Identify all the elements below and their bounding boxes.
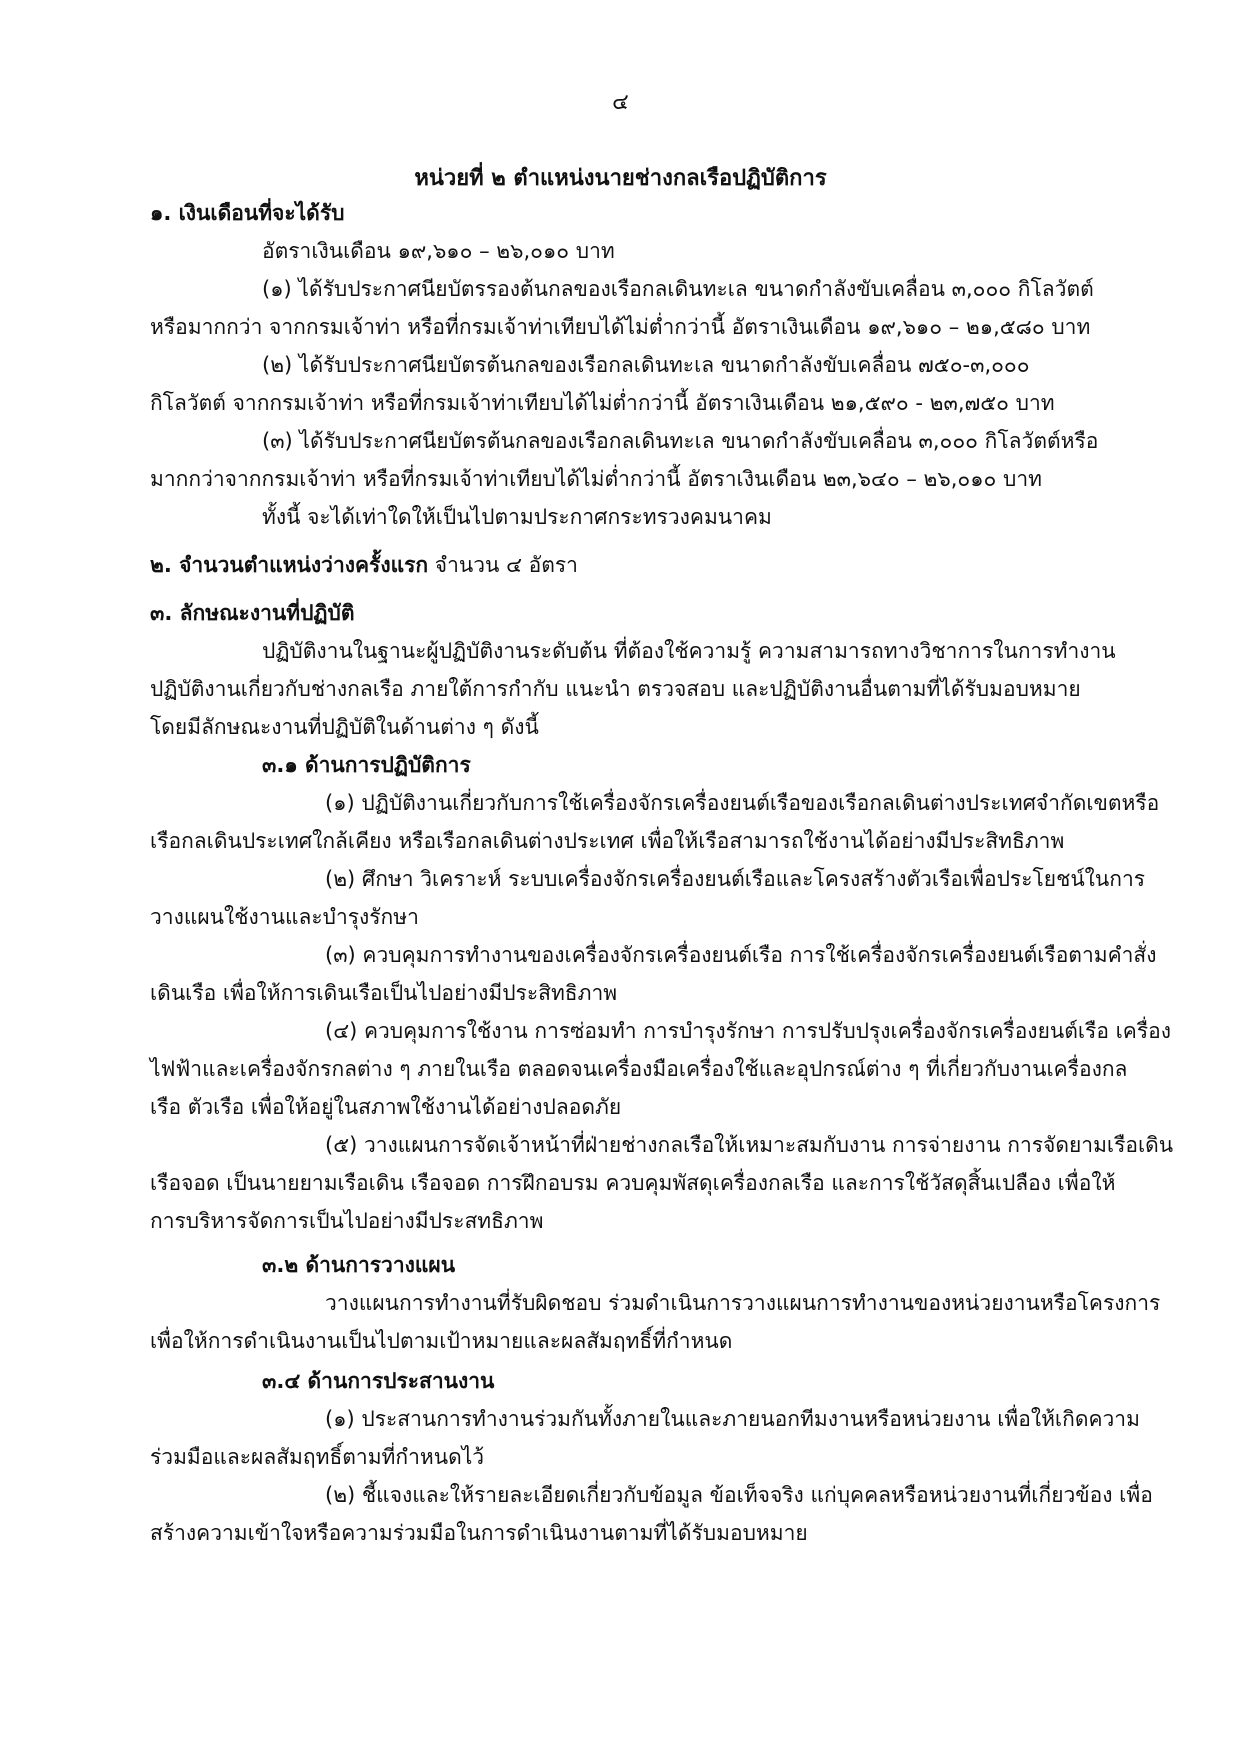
coordination-item-1-line-1: (๑) ประสานการทำงานร่วมกันทั้งภายในและภายนอกทีมงานหรือหน่วยงาน เพื่อให้เกิดความ <box>325 1407 1140 1431</box>
ops-item-4-line-1: (๔) ควบคุมการใช้งาน การซ่อมทำ การบำรุงรักษา การปรับปรุงเครื่องจักรเครื่องยนต์เรือ เครื่อง <box>325 1019 1171 1043</box>
section-3-heading: ๓. ลักษณะงานที่ปฏิบัติ <box>150 601 355 625</box>
ops-item-5-line-1: (๕) วางแผนการจัดเจ้าหน้าที่ฝ่ายช่างกลเรือให้เหมาะสมกับงาน การจ่ายงาน การจัดยามเรือเดิน <box>325 1133 1174 1157</box>
section-3-intro-line-3: โดยมีลักษณะงานที่ปฏิบัติในด้านต่าง ๆ ดังนี้ <box>150 715 539 739</box>
salary-item-2-line-1: (๒) ได้รับประกาศนียบัตรต้นกลของเรือกลเดินทะเล ขนาดกำลังขับเคลื่อน ๗๕๐-๓,๐๐๐ <box>262 353 1030 377</box>
ops-item-4-line-3: เรือ ตัวเรือ เพื่อให้อยู่ในสภาพใช้งานได้อย่างปลอดภัย <box>150 1095 622 1119</box>
ops-item-2-line-2: วางแผนใช้งานและบำรุงรักษา <box>150 905 419 929</box>
section-3-intro-line-1: ปฏิบัติงานในฐานะผู้ปฏิบัติงานระดับต้น ที่ต้องใช้ความรู้ ความสามารถทางวิชาการในการทำงาน <box>262 639 1116 663</box>
planning-line-2: เพื่อให้การดำเนินงานเป็นไปตามเป้าหมายและผลสัมฤทธิ์ที่กำหนด <box>150 1329 733 1353</box>
vacancy-count: จำนวน ๔ อัตรา <box>434 553 578 577</box>
ops-item-4-line-2: ไฟฟ้าและเครื่องจักรกลต่าง ๆ ภายในเรือ ตลอดจนเครื่องมือเครื่องใช้และอุปกรณ์ต่าง ๆ ที่เกี่ยวกับงานเครื่องกล <box>150 1057 1128 1081</box>
page-title: หน่วยที่ ๒ ตำแหน่งนายช่างกลเรือปฏิบัติการ <box>414 166 827 191</box>
ops-item-1-line-1: (๑) ปฏิบัติงานเกี่ยวกับการใช้เครื่องจักรเครื่องยนต์เรือของเรือกลเดินต่างประเทศจำกัดเขตหรือ <box>325 791 1160 815</box>
section-2-line <box>150 550 578 580</box>
coordination-item-2-line-1: (๒) ชี้แจงและให้รายละเอียดเกี่ยวกับข้อมูล ข้อเท็จจริง แก่บุคคลหรือหน่วยงานที่เกี่ยวข้อง เพื่อ <box>325 1483 1153 1507</box>
ops-item-2-line-1: (๒) ศึกษา วิเคราะห์ ระบบเครื่องจักรเครื่องยนต์เรือและโครงสร้างตัวเรือเพื่อประโยชน์ในการ <box>325 867 1146 891</box>
subsection-3-4-heading: ๓.๔ ด้านการประสานงาน <box>262 1369 495 1393</box>
salary-item-2-line-2: กิโลวัตต์ จากกรมเจ้าท่า หรือที่กรมเจ้าท่าเทียบได้ไม่ต่ำกว่านี้ อัตราเงินเดือน ๒๑,๕๙๐ - ๒๓,๗๕๐ บาท <box>150 391 1055 415</box>
coordination-item-2-line-2: สร้างความเข้าใจหรือความร่วมมือในการดำเนินงานตามที่ได้รับมอบหมาย <box>150 1521 808 1545</box>
salary-note: ทั้งนี้ จะได้เท่าใดให้เป็นไปตามประกาศกระทรวงคมนาคม <box>262 505 772 529</box>
section-3-intro-line-2: ปฏิบัติงานเกี่ยวกับช่างกลเรือ ภายใต้การกำกับ แนะนำ ตรวจสอบ และปฏิบัติงานอื่นตามที่ได้รับมอบหมาย <box>150 677 1081 701</box>
section-2-heading: ๒. จำนวนตำแหน่งว่างครั้งแรก <box>150 553 429 577</box>
ops-item-5-line-2: เรือจอด เป็นนายยามเรือเดิน เรือจอด การฝึกอบรม ควบคุมพัสดุเครื่องกลเรือ และการใช้วัสดุสิ้นเปลือง เพื่อให้ <box>150 1171 1116 1195</box>
ops-item-3-line-1: (๓) ควบคุมการทำงานของเครื่องจักรเครื่องยนต์เรือ การใช้เครื่องจักรเครื่องยนต์เรือตามคำสั่ง <box>325 943 1157 967</box>
page-number: ๔ <box>612 90 629 115</box>
ops-item-1-line-2: เรือกลเดินประเทศใกล้เคียง หรือเรือกลเดินต่างประเทศ เพื่อให้เรือสามารถใช้งานได้อย่างมีประสิทธิภาพ <box>150 829 1065 853</box>
salary-item-1-line-1: (๑) ได้รับประกาศนียบัตรรองต้นกลของเรือกลเดินทะเล ขนาดกำลังขับเคลื่อน ๓,๐๐๐ กิโลวัตต์ <box>262 277 1094 301</box>
salary-item-3-line-2: มากกว่าจากกรมเจ้าท่า หรือที่กรมเจ้าท่าเทียบได้ไม่ต่ำกว่านี้ อัตราเงินเดือน ๒๓,๖๔๐ – ๒๖,๐๑๐ บาท <box>150 467 1043 491</box>
coordination-item-1-line-2: ร่วมมือและผลสัมฤทธิ์ตามที่กำหนดไว้ <box>150 1445 485 1469</box>
section-1-heading: ๑. เงินเดือนที่จะได้รับ <box>150 201 345 225</box>
salary-item-3-line-1: (๓) ได้รับประกาศนียบัตรต้นกลของเรือกลเดินทะเล ขนาดกำลังขับเคลื่อน ๓,๐๐๐ กิโลวัตต์หรือ <box>262 429 1099 453</box>
subsection-3-2-heading: ๓.๒ ด้านการวางแผน <box>262 1253 456 1277</box>
ops-item-5-line-3: การบริหารจัดการเป็นไปอย่างมีประสทธิภาพ <box>150 1209 544 1233</box>
planning-line-1: วางแผนการทำงานที่รับผิดชอบ ร่วมดำเนินการวางแผนการทำงานของหน่วยงานหรือโครงการ <box>325 1291 1161 1315</box>
ops-item-3-line-2: เดินเรือ เพื่อให้การเดินเรือเป็นไปอย่างมีประสิทธิภาพ <box>150 981 618 1005</box>
salary-item-1-line-2: หรือมากกว่า จากกรมเจ้าท่า หรือที่กรมเจ้าท่าเทียบได้ไม่ต่ำกว่านี้ อัตราเงินเดือน ๑๙,๖๑๐ – ๒๑,๕๘๐ บาท <box>150 315 1091 339</box>
salary-rate: อัตราเงินเดือน ๑๙,๖๑๐ – ๒๖,๐๑๐ บาท <box>262 239 615 263</box>
subsection-3-1-heading: ๓.๑ ด้านการปฏิบัติการ <box>262 753 471 777</box>
